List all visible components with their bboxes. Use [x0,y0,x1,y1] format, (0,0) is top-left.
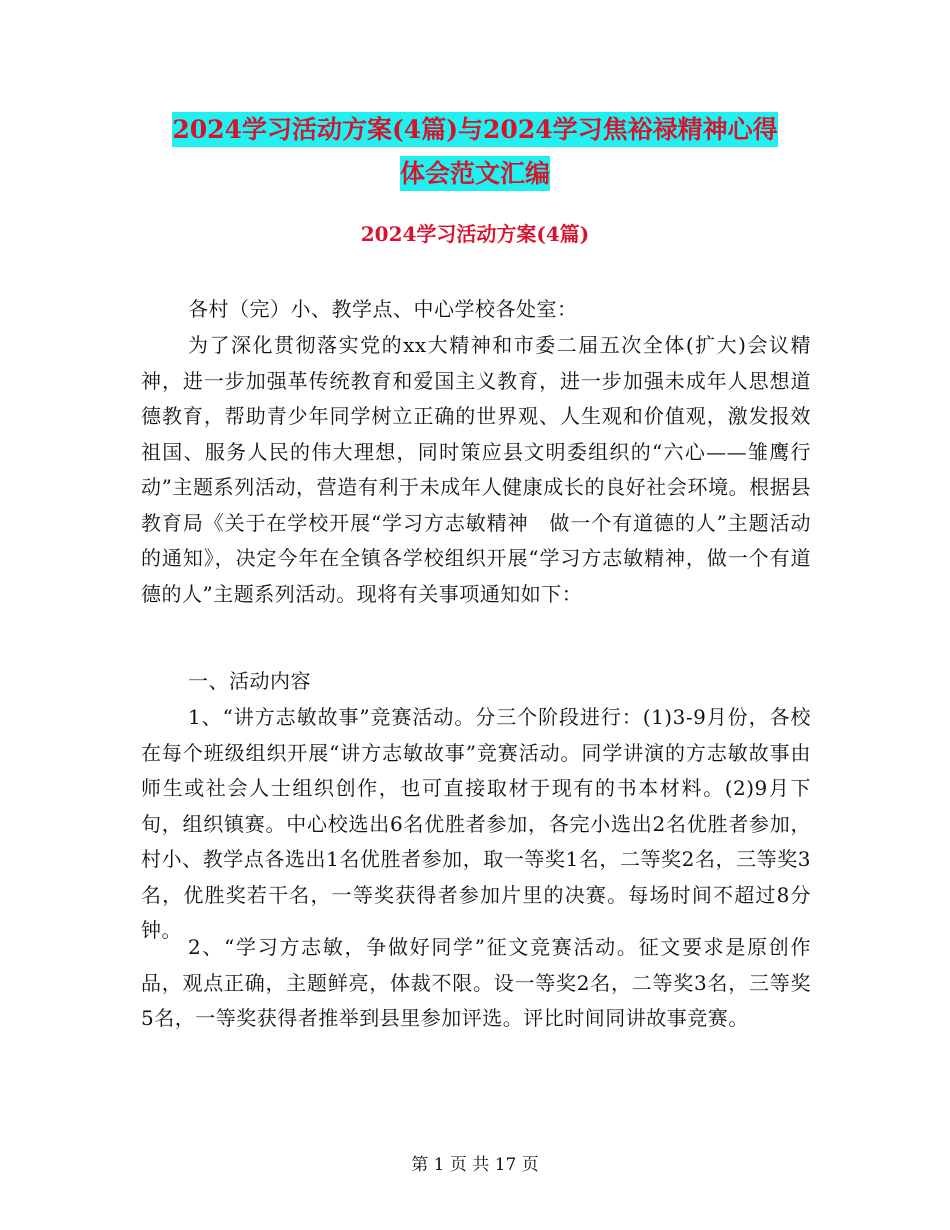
item2-paragraph [141,930,811,1037]
document-title-line1 [140,108,810,152]
document-title-line1-text: 2024学习活动方案(4篇)与2024学习焦裕禄精神心得 [172,112,777,147]
document-title-line2-text: 体会范文汇编 [400,156,550,191]
section-title: 2024学习活动方案(4篇) [360,222,590,246]
salutation-text: 各村（完）小、教学点、中心学校各处室： [188,297,578,321]
page-footer: 第 1 页 共 17 页 [411,1155,539,1175]
item1-paragraph [141,700,811,949]
intro-paragraph [141,328,811,612]
document-title-line2 [140,152,810,196]
activity-content-heading-text: 一、活动内容 [188,669,311,693]
activity-content-heading [141,664,811,700]
salutation-paragraph [141,292,811,328]
intro-text: 为了深化贯彻落实党的xx大精神和市委二届五次全体(扩大)会议精神，进一步加强革传统教育和爱国主义教育，进一步加强未成年人思想道德教育，帮助青少年同学树立正确的世界观、人生观和价值观，激发报效祖国、服务人民的伟大理想，同时策应县文明委组织的“六心——雏鹰行动”主题系列活动，营造有利于未成年人健康成长的良好社会环境。根据县教育局《关于在学校开展“学习方志敏精神 做一个有道德的人”主题活动的通知》，决定今年在全镇各学校组织开展“学习方志敏精神，做一个有道德的人”主题系列活动。现将有关事项通知如下： [141,333,811,606]
item2-text: 2、“学习方志敏，争做好同学”征文竞赛活动。征文要求是原创作品，观点正确，主题鲜亮，体裁不限。设一等奖2名，二等奖3名，三等奖5名，一等奖获得者推举到县里参加评选。评比时间同讲故事竞赛。 [141,935,811,1030]
item1-text: 1、“讲方志敏故事”竞赛活动。分三个阶段进行：(1)3-9月份，各校在每个班级组织开展“讲方志敏故事”竞赛活动。同学讲演的方志敏故事由师生或社会人士组织创作，也可直接取材于现有的书本材料。(2)9月下旬，组织镇赛。中心校选出6名优胜者参加，各完小选出2名优胜者参加，村小、教学点各选出1名优胜者参加，取一等奖1名，二等奖2名，三等奖3名，优胜奖若干名，一等奖获得者参加片里的决赛。每场时间不超过8分钟。 [141,705,811,942]
